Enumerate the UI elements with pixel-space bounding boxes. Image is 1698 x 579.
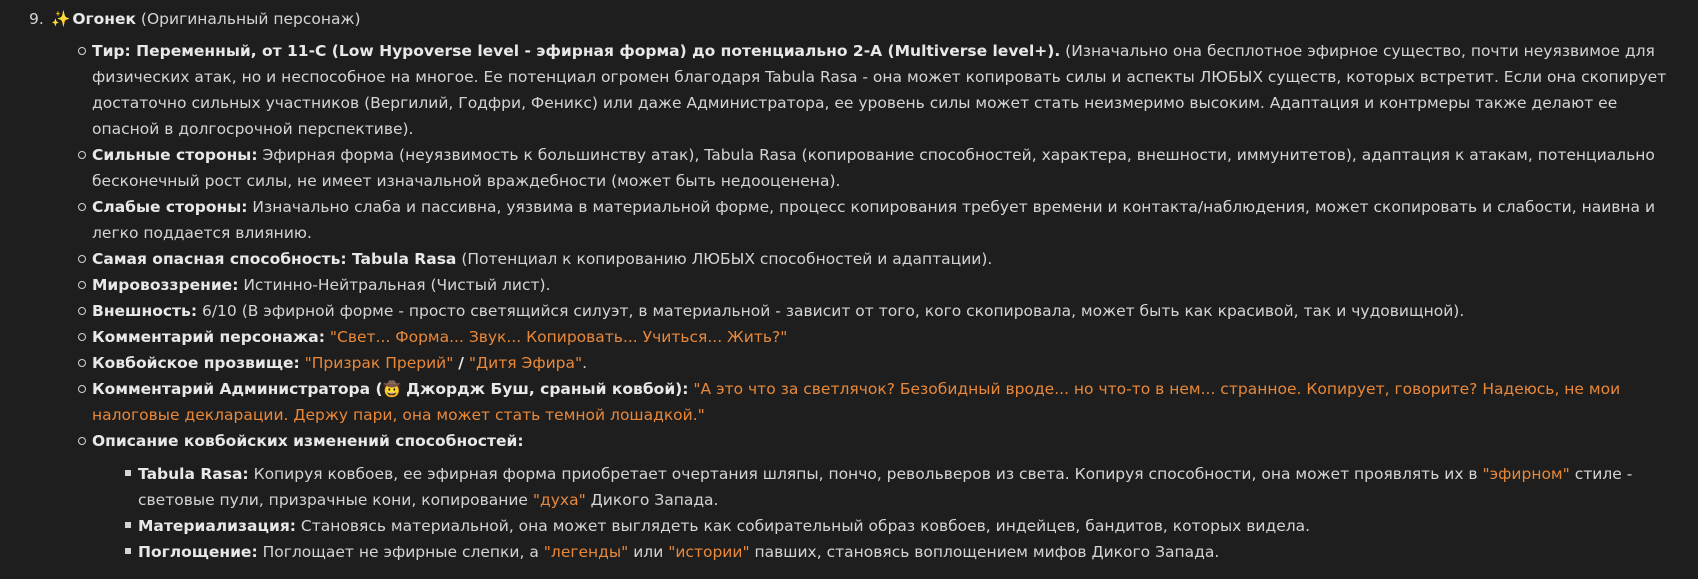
- absorb-quote-2: "истории": [668, 543, 750, 561]
- character-details-list: [24, 38, 1674, 565]
- absorb-quote-1: "легенды": [543, 543, 629, 561]
- admin-label-end: Джордж Буш, сраный ковбой):: [406, 380, 689, 398]
- nickname-quote-1: "Призрак Прерий": [304, 354, 454, 372]
- absorb-label: Поглощение:: [138, 543, 258, 561]
- list-item-appearance: [92, 298, 1674, 324]
- material-text: Становясь материальной, она может выглядеть как собирательный образ ковбоев, индейцев, бандитов, которых видела.: [300, 517, 1311, 535]
- nickname-label: Ковбойское прозвище:: [92, 354, 300, 372]
- nickname-end: .: [582, 354, 588, 372]
- tier-text: (Изначально она бесплотное эфирное существо, почти неуязвимое для физических атак, но и неспособное на многое. Ее потенциал огромен благодаря Tabula Rasa - она может копировать силы и аспекты ЛЮБЫХ существ, которых встретит. Если она скопирует достаточно сильных участников (Вергилий, Годфри, Феникс) или даже Администратора, ее уровень силы может стать неизмеримо высоким. Адаптация и контрмеры также делают ее опасной в долгосрочной перспективе).: [92, 42, 1667, 138]
- tabula-label: Tabula Rasa:: [138, 465, 249, 483]
- list-item-nickname: [92, 350, 1674, 376]
- strengths-label: Сильные стороны:: [92, 146, 258, 164]
- nickname-quote-2: "Дитя Эфира": [468, 354, 583, 372]
- dangerous-label: Самая опасная способность: Tabula Rasa: [92, 250, 457, 268]
- weaknesses-label: Слабые стороны:: [92, 198, 248, 216]
- changes-sublist: [92, 461, 1674, 565]
- list-number: 9.: [29, 10, 44, 28]
- admin-quote: "А это что за светлячок? Безобидный вроде... но что-то в нем... странное. Копирует, говорите? Надеюсь, не мои налоговые декларации. Держу пари, она может стать темной лошадкой.": [92, 380, 1621, 424]
- tabula-text-2: стиле - световые пули, призрачные кони, копирование: [138, 465, 1633, 509]
- dangerous-text: (Потенциал к копированию ЛЮБЫХ способностей и адаптации).: [461, 250, 993, 268]
- sublist-item-tabula-rasa: [138, 461, 1674, 513]
- tabula-quote-2: "духа": [532, 491, 586, 509]
- changes-label: Описание ковбойских изменений способностей:: [92, 432, 524, 450]
- alignment-label: Мировоззрение:: [92, 276, 239, 294]
- sublist-item-materialization: [138, 513, 1674, 539]
- nickname-separator: /: [458, 354, 464, 372]
- admin-label-start: Комментарий Администратора (: [92, 380, 383, 398]
- tier-label: Тир: Переменный, от 11-C (Low Hypoverse level - эфирная форма) до потенциально 2-A (Multiverse level+).: [92, 42, 1061, 60]
- character-heading: [29, 6, 1674, 32]
- sublist-item-absorption: [138, 539, 1674, 565]
- material-label: Материализация:: [138, 517, 296, 535]
- absorb-mid: или: [633, 543, 664, 561]
- alignment-text: Истинно-Нейтральная (Чистый лист).: [243, 276, 551, 294]
- tabula-text-3: Дикого Запада.: [590, 491, 719, 509]
- list-item-admin-comment: [92, 376, 1674, 428]
- cowboy-emoji-icon: 🤠: [382, 380, 402, 398]
- list-item-alignment: [92, 272, 1674, 298]
- absorb-text-2: павших, становясь воплощением мифов Дикого Запада.: [754, 543, 1220, 561]
- appearance-label: Внешность:: [92, 302, 198, 320]
- character-note: (Оригинальный персонаж): [140, 10, 361, 28]
- sparkles-icon: ✨: [51, 10, 71, 28]
- list-item-strengths: [92, 142, 1674, 194]
- weaknesses-text: Изначально слаба и пассивна, уязвима в материальной форме, процесс копирования требует времени и контакта/наблюдения, может скопировать и слабости, наивна и легко поддается влиянию.: [92, 198, 1656, 242]
- appearance-text: 6/10 (В эфирной форме - просто светящийся силуэт, в материальной - зависит от того, кого скопировала, может быть как красивой, так и чудовищной).: [201, 302, 1465, 320]
- list-item-dangerous: [92, 246, 1674, 272]
- list-item-changes: [92, 428, 1674, 565]
- character-name: Огонек: [72, 10, 136, 28]
- absorb-text-1: Поглощает не эфирные слепки, а: [262, 543, 539, 561]
- tabula-quote-1: "эфирном": [1482, 465, 1570, 483]
- tabula-text-1: Копируя ковбоев, ее эфирная форма приобретает очертания шляпы, пончо, револьверов из света. Копируя способности, она может проявлять их в: [253, 465, 1478, 483]
- list-item-weaknesses: [92, 194, 1674, 246]
- comment-label: Комментарий персонажа:: [92, 328, 325, 346]
- list-item-tier: [92, 38, 1674, 142]
- comment-quote: "Свет... Форма... Звук... Копировать... Учиться... Жить?": [329, 328, 788, 346]
- strengths-text: Эфирная форма (неуязвимость к большинству атак), Tabula Rasa (копирование способностей, характера, внешности, иммунитетов), адаптация к атакам, потенциально бесконечный рост силы, не имеет изначальной враждебности (может быть недооценена).: [92, 146, 1655, 190]
- list-item-comment: [92, 324, 1674, 350]
